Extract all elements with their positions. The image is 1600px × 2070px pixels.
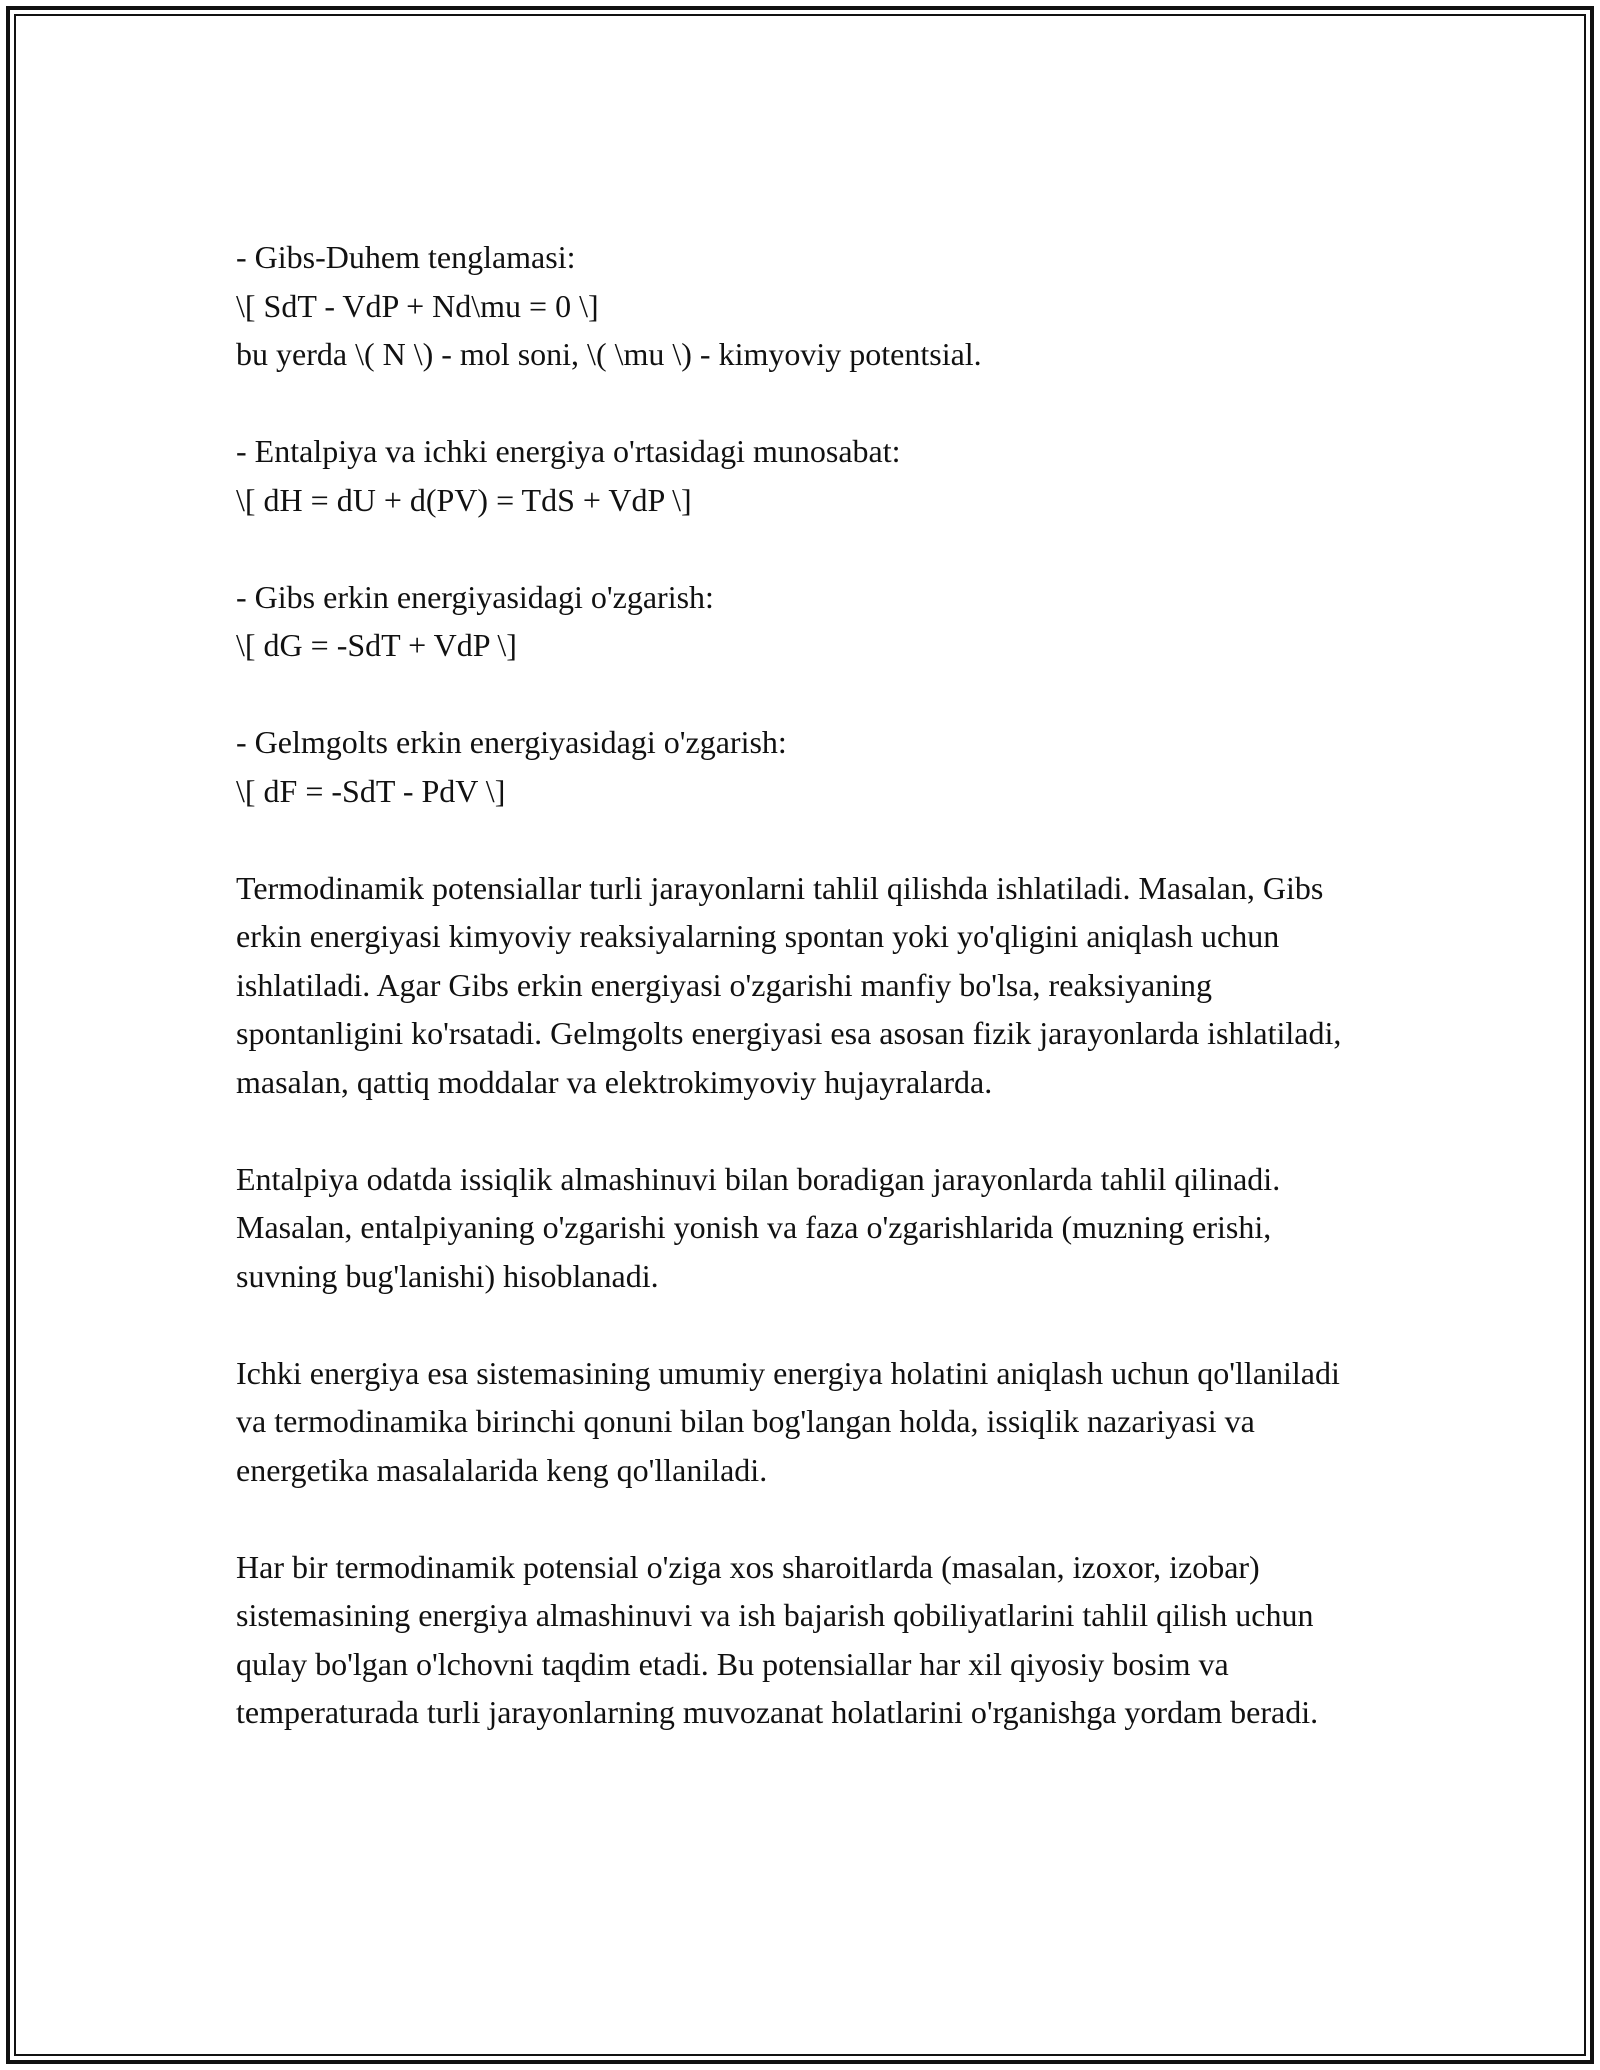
paragraph-enthalpy: Entalpiya odatda issiqlik almashinuvi bilan boradigan jarayonlarda tahlil qilinadi. Masalan, entalpiyaning o'zgarishi yonish va faza o'zgarishlarida (muzning erishi, suvning bug'lanishi) hisoblanadi. (236, 1160, 1281, 1294)
section-title: - Entalpiya va ichki energiya o'rtasidagi munosabat: (236, 433, 901, 469)
formula: \[ SdT - VdP + Nd\mu = 0 \] (236, 287, 599, 324)
formula-note: bu yerda \( N \) - mol soni, \( \mu \) - kimyoviy potentsial. (236, 336, 982, 372)
document-body (236, 233, 1366, 1785)
paragraph-internal-energy: Ichki energiya esa sistemasining umumiy energiya holatini aniqlash uchun qo'llaniladi va termodinamika birinchi qonuni bilan bog'langan holda, issiqlik nazariyasi va energetika masalalarida keng qo'llaniladi. (236, 1354, 1340, 1488)
formula: \[ dH = dU + d(PV) = TdS + VdP \] (236, 481, 692, 518)
section-title: - Gibs-Duhem tenglamasi: (236, 239, 576, 275)
section-enthalpy-internal-energy (236, 427, 1366, 524)
section-helmholtz-free-energy (236, 718, 1366, 815)
paragraph-summary: Har bir termodinamik potensial o'ziga xos sharoitlarda (masalan, izoxor, izobar) sistemasining energiya almashinuvi va ish bajarish qobiliyatlarini tahlil qilish uchun qulay bo'lgan o'lchovni taqdim etadi. Bu potensiallar har xil qiyosiy bosim va temperaturada turli jarayonlarning muvozanat holatlarini o'rganishga yordam beradi. (236, 1548, 1319, 1730)
section-title: - Gelmgolts erkin energiyasidagi o'zgarish: (236, 724, 787, 760)
paragraph-potentials-usage: Termodinamik potensiallar turli jarayonlarni tahlil qilishda ishlatiladi. Masalan, Gibs erkin energiyasi kimyoviy reaksiyalarning spontan yoki yo'qligini aniqlash uchun ishlatiladi. Agar Gibs erkin energiyasi o'zgarishi manfiy bo'lsa, reaksiyaning spontanligini ko'rsatadi. Gelmgolts energiyasi esa asosan fizik jarayonlarda ishlatiladi, masalan, qattiq moddalar va elektrokimyoviy hujayralarda. (236, 869, 1342, 1100)
section-title: - Gibs erkin energiyasidagi o'zgarish: (236, 578, 714, 615)
formula: \[ dG = -SdT + VdP \] (236, 627, 517, 663)
section-gibbs-free-energy (236, 573, 1366, 670)
formula: \[ dF = -SdT - PdV \] (236, 772, 506, 809)
section-gibbs-duhem (236, 233, 1366, 379)
